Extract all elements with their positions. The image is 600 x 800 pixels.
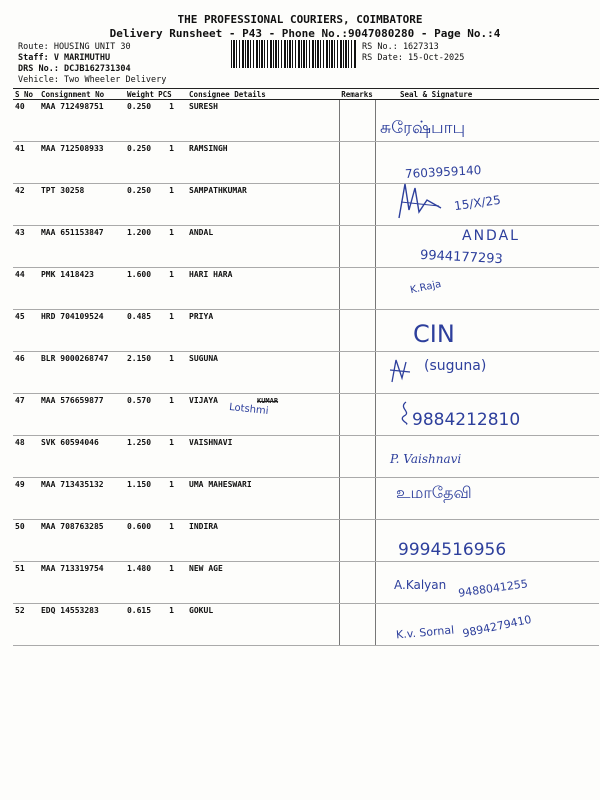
pcs: 1 [156,520,187,562]
table-row [13,100,599,142]
consignment-no: SVK 60594046 [39,436,125,478]
signature-cell [375,268,599,310]
weight: 0.250 [125,184,156,226]
consignment-no: MAA 712498751 [39,100,125,142]
table-row [13,142,599,184]
weight: 0.600 [125,520,156,562]
col-pcs: PCS [156,89,187,100]
sno: 44 [13,268,39,310]
handwritten-phone: 9884212810 [412,410,521,430]
consignment-no: PMK 1418423 [39,268,125,310]
consignee: NEW AGE [187,562,339,604]
remarks-cell [339,562,375,604]
remarks-cell [339,100,375,142]
consignee: UMA MAHESWARI [187,478,339,520]
consignment-no: MAA 713435132 [39,478,125,520]
handwritten-signature-scribble [396,400,416,430]
consignee: HARI HARA [187,268,339,310]
pcs: 1 [156,184,187,226]
handwritten-signature: சுரேஷ்பாபு [380,118,466,138]
sno: 42 [13,184,39,226]
handwritten-name: Lotshmi [228,401,269,418]
rs-date: RS Date: 15-Oct-2025 [362,53,465,63]
weight: 0.615 [125,604,156,646]
pcs: 1 [156,604,187,646]
remarks-cell [339,394,375,436]
consignee: GOKUL [187,604,339,646]
remarks-cell [339,604,375,646]
pcs: 1 [156,478,187,520]
table-row [13,478,599,520]
vehicle-label: Vehicle: Two Wheeler Delivery [18,75,167,85]
pcs: 1 [156,394,187,436]
drs-label: DRS No.: DCJB162731304 [18,64,131,74]
remarks-cell [339,436,375,478]
consignee: SAMPATHKUMAR [187,184,339,226]
remarks-cell [339,310,375,352]
consignment-no: BLR 9000268747 [39,352,125,394]
consignment-no: EDQ 14553283 [39,604,125,646]
handwritten-phone: 9944177293 [419,247,504,268]
handwritten-signature-scribble [388,358,414,388]
table-row [13,520,599,562]
route-label: Route: HOUSING UNIT 30 [18,42,131,52]
table-row [13,184,599,226]
remarks-cell [339,520,375,562]
pcs: 1 [156,142,187,184]
sno: 51 [13,562,39,604]
handwritten-signature: CIN [413,320,455,348]
sno: 48 [13,436,39,478]
pcs: 1 [156,100,187,142]
consignee: VAISHNAVI [187,436,339,478]
sno: 50 [13,520,39,562]
struck-kumar: KUMAR [257,397,279,405]
weight: 1.250 [125,436,156,478]
handwritten-name: K.v. Sornal [395,623,455,642]
consignment-no: MAA 708763285 [39,520,125,562]
col-seal-signature: Seal & Signature [375,89,599,100]
staff-label: Staff: V MARIMUTHU [18,53,111,63]
pcs: 1 [156,562,187,604]
barcode [231,40,356,68]
handwritten-name: ANDAL [462,228,520,244]
col-remarks: Remarks [339,89,375,100]
table-header-row [13,89,599,100]
weight: 1.200 [125,226,156,268]
handwritten-phone: 9488041255 [457,577,529,600]
signature-cell [375,310,599,352]
weight: 1.480 [125,562,156,604]
consignment-no: MAA 713319754 [39,562,125,604]
consignee: RAMSINGH [187,142,339,184]
weight: 0.250 [125,100,156,142]
consignee: ANDAL [187,226,339,268]
sno: 40 [13,100,39,142]
weight: 2.150 [125,352,156,394]
weight: 0.485 [125,310,156,352]
remarks-cell [339,226,375,268]
pcs: 1 [156,268,187,310]
table-row [13,268,599,310]
col-sno: S No [13,89,39,100]
consignee: INDIRA [187,520,339,562]
consignment-no: MAA 712508933 [39,142,125,184]
sno: 49 [13,478,39,520]
consignment-no: MAA 576659877 [39,394,125,436]
pcs: 1 [156,226,187,268]
remarks-cell [339,352,375,394]
consignee: SURESH [187,100,339,142]
handwritten-signature: உமாதேவி [396,483,472,502]
consignment-no: HRD 704109524 [39,310,125,352]
handwritten-phone: 9894279410 [461,612,533,641]
handwritten-signature: K.Raja [409,278,443,297]
sno: 41 [13,142,39,184]
col-consignee: Consignee Details [187,89,339,100]
consignment-no: MAA 651153847 [39,226,125,268]
remarks-cell [339,478,375,520]
handwritten-phone: 9994516956 [398,540,507,560]
handwritten-name: (suguna) [424,358,487,374]
consignee: VIJAYA [187,394,339,436]
table-row [13,310,599,352]
sno: 43 [13,226,39,268]
sno: 52 [13,604,39,646]
rs-number: RS No.: 1627313 [362,42,439,52]
pcs: 1 [156,310,187,352]
col-weight: Weight [126,89,155,99]
runsheet-title: THE PROFESSIONAL COURIERS, COIMBATORE [177,13,423,26]
handwritten-signature: P. Vaishnavi [390,452,462,466]
weight: 0.250 [125,142,156,184]
weight: 1.150 [125,478,156,520]
consignment-no: TPT 30258 [39,184,125,226]
runsheet-table [13,88,599,646]
col-consignment: Consignment No [39,89,125,100]
consignee: SUGUNA [187,352,339,394]
handwritten-name: A.Kalyan [394,578,447,592]
consignee: PRIYA [187,310,339,352]
handwritten-date: 15/X/25 [453,192,502,214]
pcs: 1 [156,436,187,478]
pcs: 1 [156,352,187,394]
weight: 1.600 [125,268,156,310]
table-row [13,436,599,478]
runsheet-subtitle: Delivery Runsheet - P43 - Phone No.:9047080280 - Page No.:4 [109,27,501,40]
remarks-cell [339,184,375,226]
sno: 45 [13,310,39,352]
table-row [13,352,599,394]
remarks-cell [339,268,375,310]
handwritten-signature-scribble [395,180,445,224]
handwritten-phone: 7603959140 [404,163,482,181]
sno: 46 [13,352,39,394]
weight: 0.570 [125,394,156,436]
remarks-cell [339,142,375,184]
sno: 47 [13,394,39,436]
